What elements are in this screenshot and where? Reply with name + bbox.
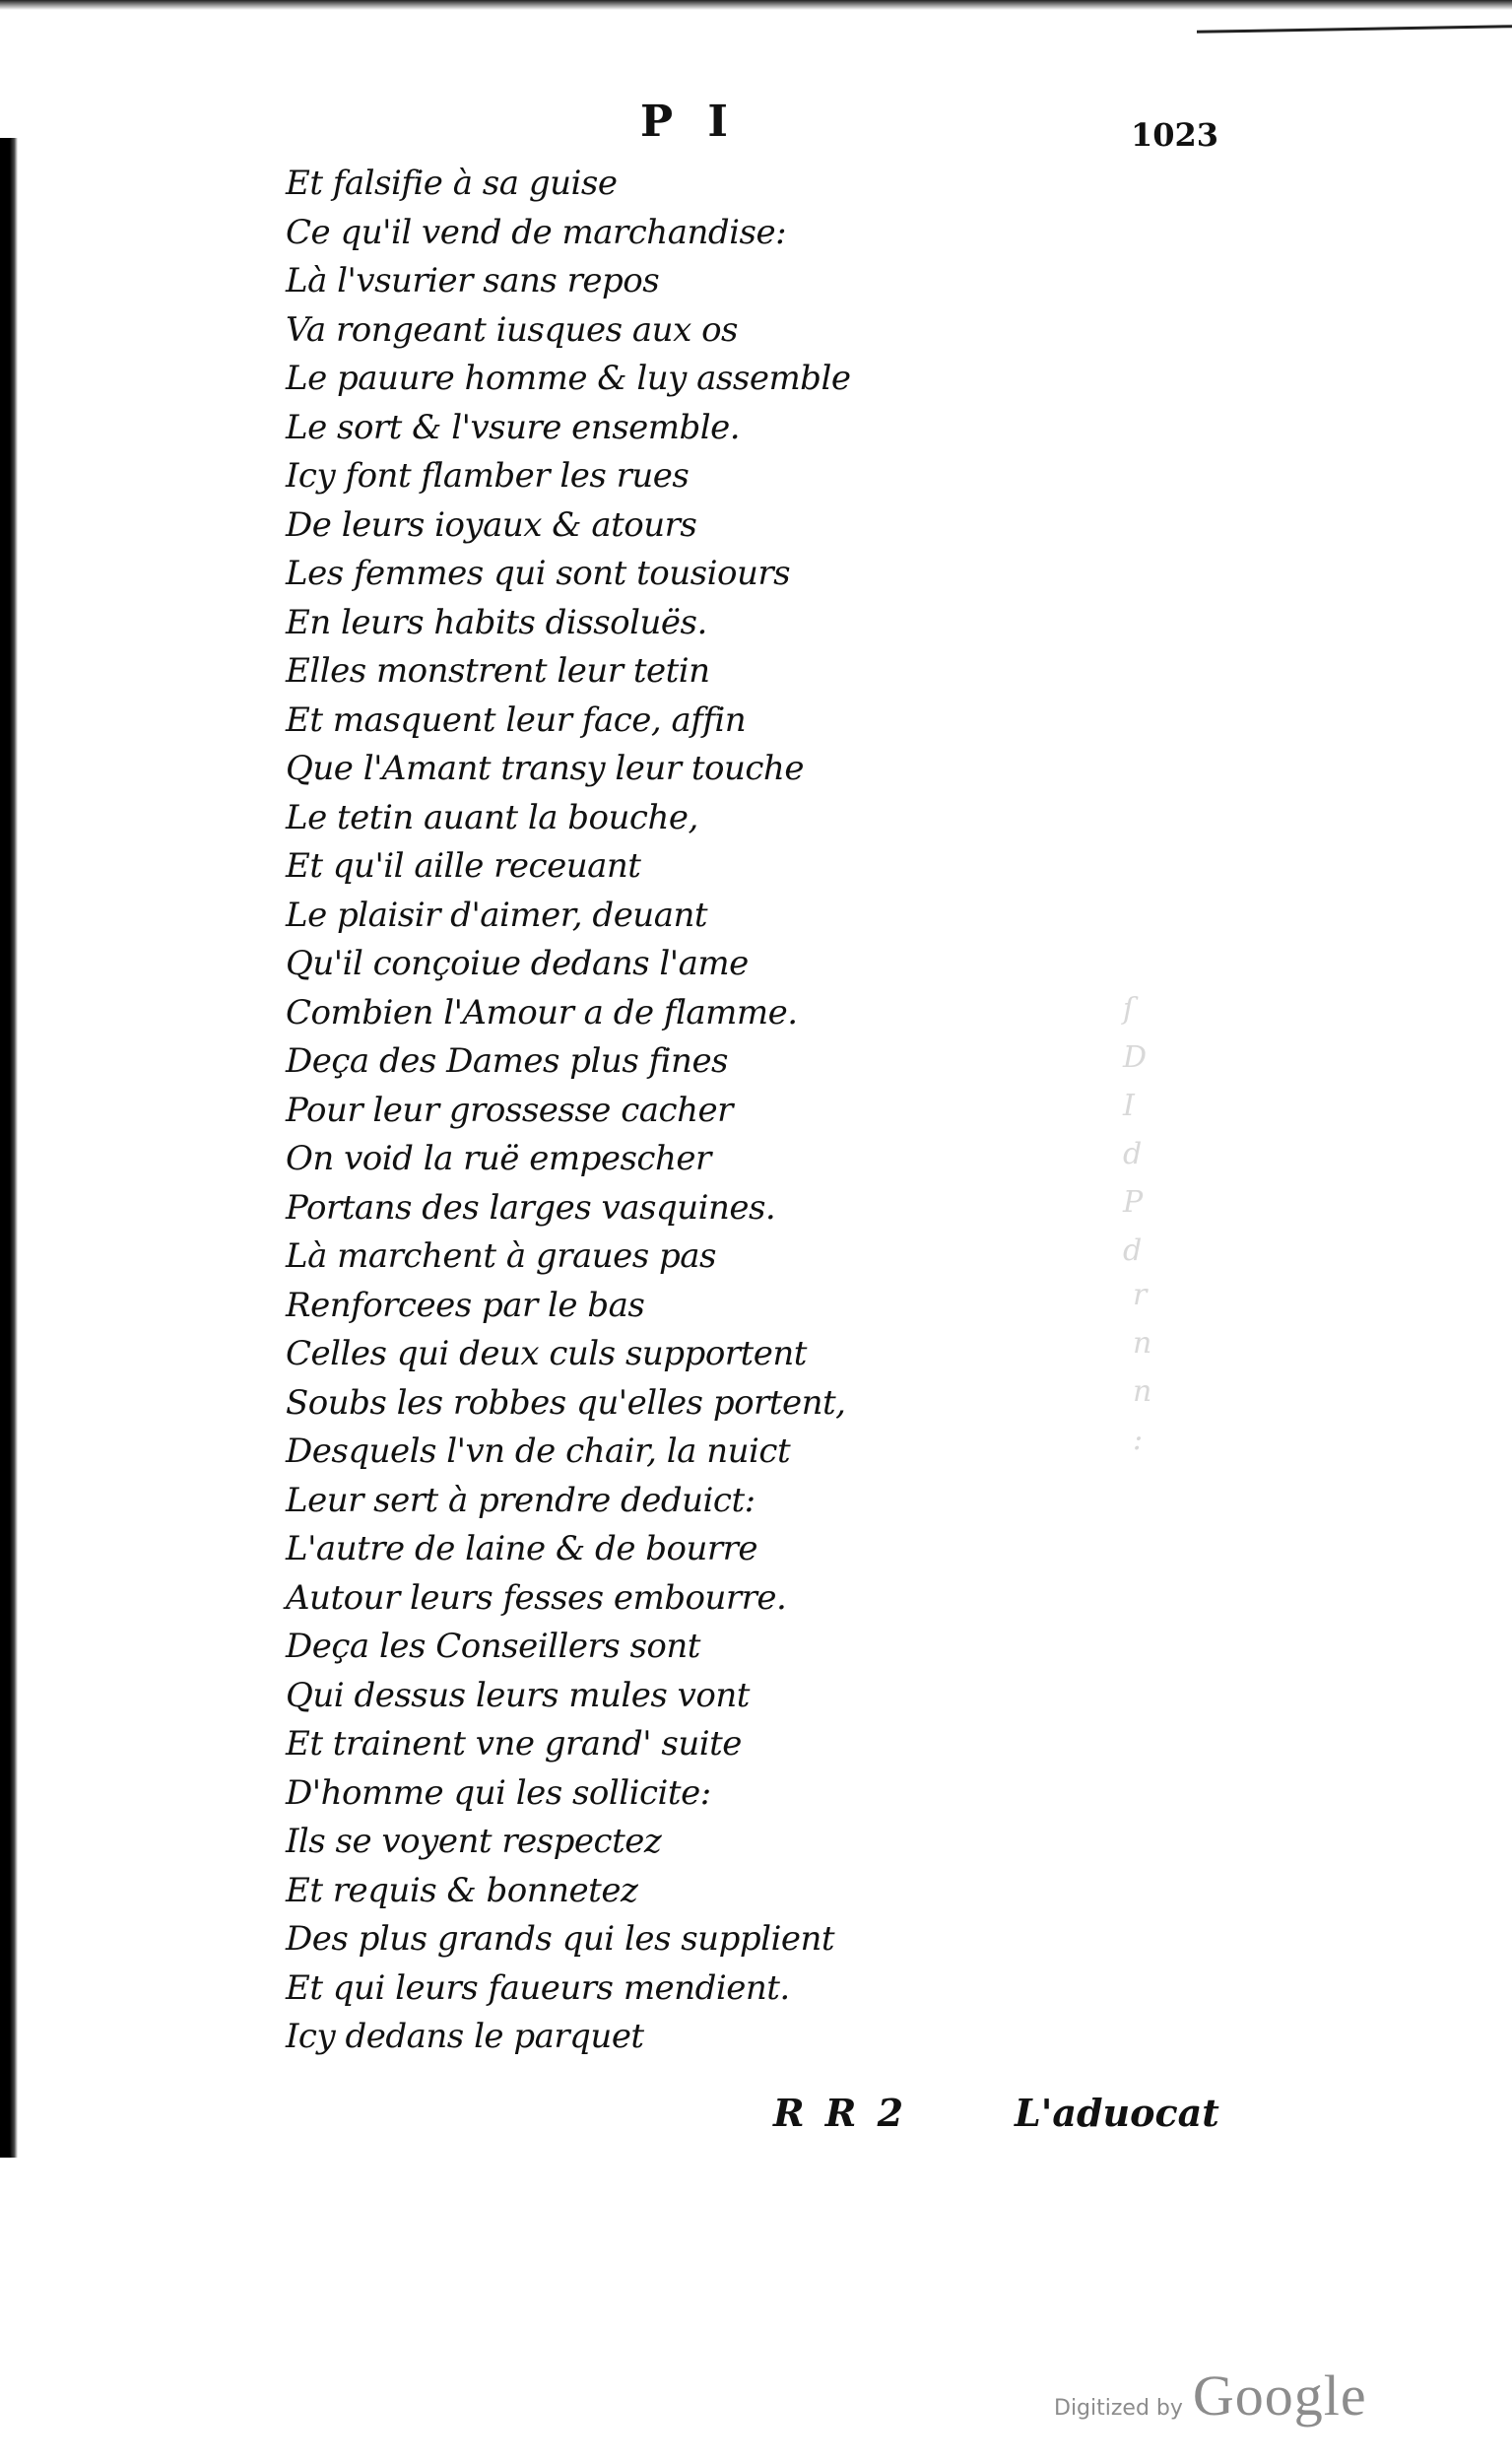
poem-line: Et falsifie à sa guise xyxy=(286,164,618,203)
poem-line: De leurs ioyaux & atours xyxy=(286,504,697,545)
poem-line: Le sort & l'vsure ensemble. xyxy=(286,407,741,447)
poem-line: L'autre de laine & de bourre xyxy=(286,1529,757,1568)
show-through-fragment: ſ D I d P d xyxy=(1123,992,1148,1268)
show-through-fragment: r n n : xyxy=(1133,1278,1152,1457)
poem-line: Pour leur grossesse cacher xyxy=(286,1090,733,1130)
poem-line: Portans des larges vasquines. xyxy=(286,1187,776,1228)
poem-line: Et masquent leur face, affin xyxy=(286,699,747,740)
poem-text-block xyxy=(286,160,896,2062)
poem-line: Leur sert à prendre deduict: xyxy=(286,1480,756,1520)
poem-line: On void la ruë empescher xyxy=(286,1139,711,1178)
poem-line: Elles monstrent leur tetin xyxy=(286,651,710,691)
poem-line: Et qui leurs faueurs mendient. xyxy=(286,1967,790,2008)
gathering-signature: R R 2 xyxy=(773,2091,908,2135)
book-gutter-shadow xyxy=(0,138,18,2158)
poem-line: Celles qui deux culs supportent xyxy=(286,1334,807,1373)
poem-line: Là marchent à graues pas xyxy=(286,1236,716,1276)
poem-line: Desquels l'vn de chair, la nuict xyxy=(286,1431,791,1471)
poem-line: Le plaisir d'aimer, deuant xyxy=(286,895,708,935)
page-number: 1023 xyxy=(1131,116,1219,154)
poem-line: Icy dedans le parquet xyxy=(286,2017,644,2056)
poem-line: En leurs habits dissoluës. xyxy=(286,602,707,642)
poem-line: Le pauure homme & luy assemble xyxy=(286,359,851,398)
poem-line: Autour leurs fesses embourre. xyxy=(286,1577,787,1618)
poem-line: Combien l'Amour a de flamme. xyxy=(286,992,798,1032)
poem-line: Qui dessus leurs mules vont xyxy=(286,1675,750,1715)
google-logo: Google xyxy=(1192,2363,1367,2428)
watermark-prefix: Digitized by xyxy=(1054,2396,1183,2421)
poem-line: Et requis & bonnetez xyxy=(286,1870,638,1910)
digitized-by-watermark xyxy=(1054,2363,1367,2429)
poem-line: Qu'il conçoiue dedans l'ame xyxy=(286,944,749,983)
poem-line: Et qu'il aille receuant xyxy=(286,846,641,886)
poem-line: Le tetin auant la bouche, xyxy=(286,797,698,837)
poem-line: Ils se voyent respectez xyxy=(286,1822,662,1861)
poem-line: Deça les Conseillers sont xyxy=(286,1627,700,1666)
poem-line: Soubs les robbes qu'elles portent, xyxy=(286,1382,846,1423)
poem-line: Là l'vsurier sans repos xyxy=(286,261,660,300)
scan-edge-line xyxy=(1197,0,1512,33)
catchword: L'aduocat xyxy=(1015,2091,1219,2135)
running-head-signature: P I xyxy=(640,97,738,147)
poem-line: Les femmes qui sont tousiours xyxy=(286,554,791,593)
poem-line: Deça des Dames plus fines xyxy=(286,1041,729,1081)
poem-line: Des plus grands qui les supplient xyxy=(286,1919,835,1959)
poem-line: Ce qu'il vend de marchandise: xyxy=(286,212,787,252)
poem-line: D'homme qui les sollicite: xyxy=(286,1772,711,1813)
poem-line: Icy font flamber les rues xyxy=(286,456,690,496)
poem-line: Va rongeant iusques aux os xyxy=(286,309,738,350)
poem-line: Que l'Amant transy leur touche xyxy=(286,749,804,788)
poem-line: Renforcees par le bas xyxy=(286,1285,645,1325)
poem-line: Et trainent vne grand' suite xyxy=(286,1724,742,1764)
